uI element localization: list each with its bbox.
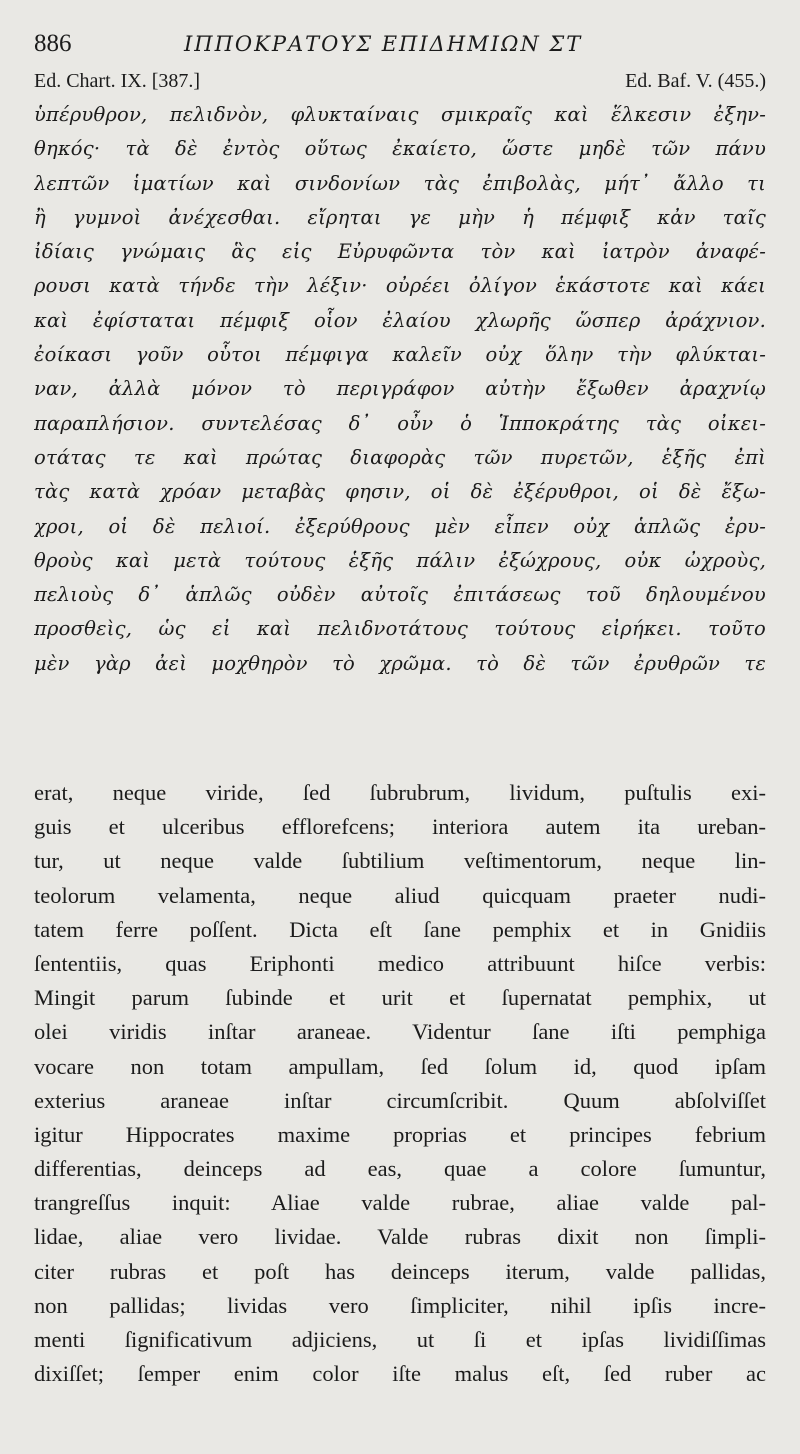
latin-text-line: menti ſignificativum adjiciens, ut ſi et ipſas lividiſſimas [34, 1327, 766, 1352]
latin-text-line: olei viridis inſtar araneae. Videntur ſane iſti pemphiga [34, 1019, 766, 1045]
greek-text-line: ρουσι κατὰ τήνδε τὴν λέξιν· οὐρέει ὀλίγον ἑκάστοτε καὶ κάει [34, 274, 766, 298]
greek-text-line: θροὺς καὶ μετὰ τούτους ἑξῆς πάλιν ἐξώχρους, οὐκ ὠχροὺς, [34, 548, 766, 572]
greek-text-line: χροι, οἱ δὲ πελιοί. ἐξερύθρους μὲν εἶπεν οὐχ ἁπλῶς ἐρυ- [34, 514, 766, 538]
greek-text-line: πελιοὺς δ᾽ ἁπλῶς οὐδὲν αὐτοῖς ἐπιτάσεως τοῦ δηλουμένου [34, 583, 766, 607]
edition-reference-line [34, 70, 766, 96]
greek-text-block [34, 98, 766, 681]
running-title: ΙΠΠΟΚΡΑΤΟΥΣ ΕΠΙΔΗΜΙΩΝ ΣΤ [184, 32, 583, 56]
latin-text-line: trangreſſus inquit: Aliae valde rubrae, aliae valde pal- [34, 1190, 766, 1216]
edition-chart-reference: Ed. Chart. IX. [387.] [34, 70, 201, 92]
greek-text-line: ἰδίαις γνώμαις ἃς εἰς Εὐρυφῶντα τὸν καὶ ἰατρὸν ἀναφέ- [34, 240, 766, 264]
latin-text-line: lidae, aliae vero lividae. Valde rubras dixit non ſimpli- [34, 1224, 766, 1250]
greek-text-line: προσθεὶς, ὡς εἰ καὶ πελιδνοτάτους τούτους εἰρήκει. τοῦτο [34, 617, 766, 641]
greek-text-line: μὲν γὰρ ἀεὶ μοχθηρὸν τὸ χρῶμα. τὸ δὲ τῶν ἐρυθρῶν τε [34, 651, 766, 675]
running-head [34, 30, 766, 62]
edition-basel-reference: Ed. Baf. V. (455.) [625, 70, 766, 92]
greek-text-line: θηκός· τὰ δὲ ἐντὸς οὕτως ἐκαίετο, ὥστε μηδὲ τῶν πάνυ [34, 137, 766, 161]
latin-text-block [34, 776, 766, 1391]
latin-text-line: teolorum velamenta, neque aliud quicquam praeter nudi- [34, 882, 766, 908]
greek-text-line: ὑπέρυθρον, πελιδνὸν, φλυκταίναις σμικραῖς καὶ ἕλκεσιν ἐξην- [34, 103, 766, 126]
greek-text-line: ναν, ἀλλὰ μόνον τὸ περιγράφον αὐτὴν ἔξωθεν ἀραχνίῳ [34, 377, 766, 401]
latin-text-line: exterius araneae inſtar circumſcribit. Quum abſolviſſet [34, 1087, 766, 1113]
greek-text-line: οτάτας τε καὶ πρώτας διαφορὰς τῶν πυρετῶν, ἑξῆς ἐπὶ [34, 445, 766, 469]
latin-text-line: guis et ulceribus efflorefcens; interiora autem ita ureban- [34, 814, 766, 840]
latin-text-line: Mingit parum ſubinde et urit et ſupernatat pemphix, ut [34, 985, 766, 1011]
greek-text-line: παραπλήσιον. συντελέσας δ᾽ οὖν ὁ Ἱπποκράτης τὰς οἰκει- [34, 411, 766, 435]
page-number: 886 [34, 30, 72, 57]
latin-text-line: erat, neque viride, ſed ſubrubrum, lividum, puſtulis exi- [34, 780, 766, 805]
greek-text-line: τὰς κατὰ χρόαν μεταβὰς φησιν, οἱ δὲ ἐξέρυθροι, οἱ δὲ ἔξω- [34, 480, 766, 504]
greek-text-line: ἐοίκασι γοῦν οὗτοι πέμφιγα καλεῖν οὐχ ὅλην τὴν φλύκται- [34, 343, 766, 367]
greek-text-line: ἢ γυμνοὶ ἀνέχεσθαι. εἴρηται γε μὴν ἡ πέμφιξ κἀν ταῖς [34, 205, 766, 229]
latin-text-line: tatem ferre poſſent. Dicta eſt ſane pemphix et in Gnidiis [34, 916, 766, 942]
greek-text-line: καὶ ἐφίσταται πέμφιξ οἷον ἐλαίου χλωρῆς ὥσπερ ἀράχνιον. [34, 308, 766, 332]
greek-text-line: λεπτῶν ἱματίων καὶ σινδονίων τὰς ἐπιβολὰς, μήτ᾽ ἄλλο τι [34, 171, 766, 195]
latin-text-line: tur, ut neque valde ſubtilium veſtimentorum, neque lin- [34, 848, 766, 874]
latin-text-line: non pallidas; lividas vero ſimpliciter, nihil ipſis incre- [34, 1292, 766, 1318]
latin-text-line: ſententiis, quas Eriphonti medico attribuunt hiſce verbis: [34, 950, 766, 976]
latin-text-line: differentias, deinceps ad eas, quae a colore ſumuntur, [34, 1156, 766, 1182]
latin-text-line: citer rubras et poſt has deinceps iterum, valde pallidas, [34, 1258, 766, 1284]
latin-text-line: vocare non totam ampullam, ſed ſolum id, quod ipſam [34, 1053, 766, 1079]
latin-text-line: igitur Hippocrates maxime proprias et principes febrium [34, 1121, 766, 1147]
latin-text-line: dixiſſet; ſemper enim color iſte malus eſt, ſed ruber ac [34, 1361, 766, 1387]
